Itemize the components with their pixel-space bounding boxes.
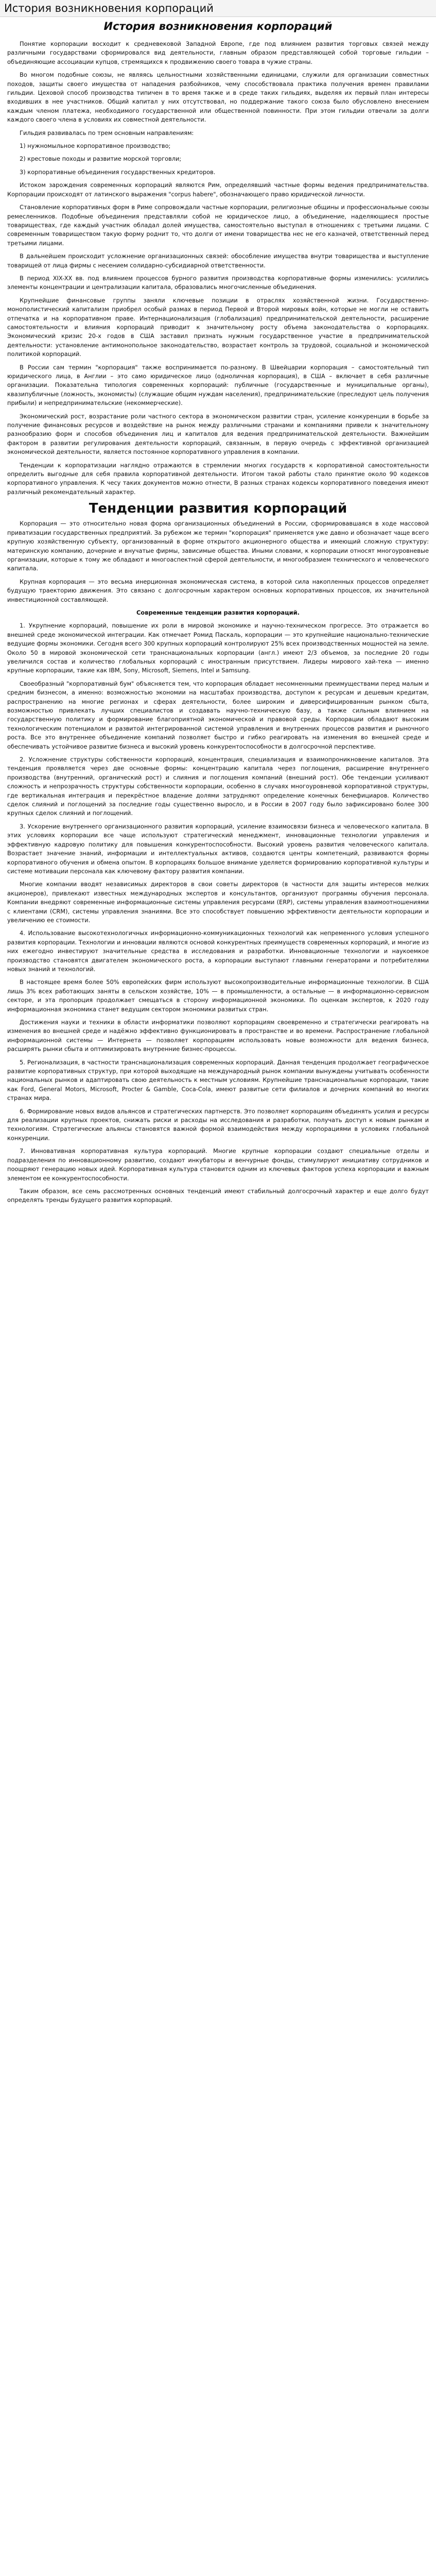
trends-section [7,519,429,1205]
subsection-heading: Современные тенденции развития корпораций. [136,608,300,616]
paragraph: 5. Регионализация, в частности транснационализация современных корпораций. Данная тенденция продолжает географическое развитие корпоративных структур, при которой выходящие на международный рынок компании вынуждены учитывать особенности национальных рынков и адаптировать свою деятельность к местным условиям. Крупнейшие транснациональные корпорации, такие как Ford, General Motors, Microsoft, Procter & Gamble, Coca-Cola, имеют развитые сети филиалов и дочерних компаний во многих странах мира. [7,1058,429,1102]
paragraph: Во многом подобные союзы, не являясь цельностными хозяйственными единицами, служили для организации совместных походов, защиты своего имущества от нападения разбойников, чему способствовала практика получения времен правилами гильдии. Цеховой способ производства типичен в то время также и в среде таких гильдиях, выделяя их первый план интересы входивших в нее участников. Общий капитал у них отсутствовал, но поддержание такого союза было обусловлено внесением каждым членом платежа, необходимого государственной или общественной повинности. При этом гильдии отвечали за долги каждого своего члена в условиях их совместной деятельности. [7,71,429,124]
section-heading: Тенденции развития корпораций [89,501,347,517]
paragraph: Корпорация — это относительно новая форма организационных объединений в России, сформировавшаяся в ходе массовой приватизации государственных предприятий. За рубежом же термин "корпорация" применяется уже давно и обозначает чаще всего крупную хозяйственную субъекту, организованный в форме открытого акционерного общества и имеющий сложную структуру: материнскую компанию, дочерние и внучатые фирмы, зависимые общества. Иными словами, к корпорации относят многоуровневые организации, которые к тому же обладают и многоаспектной сферой деятельности, и многообразием технического и человеческого капитала. [7,520,429,572]
history-section [7,40,429,497]
paragraph: Крупная корпорация — это весьма инерционная экономическая система, в которой сила накопленных процессов определяет будущую траекторию движения. Это связано с долгосрочным характером основных корпоративных процессов, их значительной инвестиционной составляющей. [7,578,429,603]
paragraph: 1. Укрупнение корпораций, повышение их роли в мировой экономике и научно-техническом прогрессе. Это отражается во внешней среде экономической интеграции. Как отмечает Ромид Паскаль, корпорации — это крупнейшие национально-технические ведущие формы экономики. Сегодня всего 300 крупных корпораций контролируют 25% всех производственных мощностей на земле. Около 50 в мировой экономической сети транснациональных корпорации (англ.) имеют 2/3 объемов, за последние 20 годы увеличился состав и количество глобальных корпораций с иностранным присутствием. Лидеры мирового хай-тека — именно крупные корпорации, такие как IBM, Sony, Microsoft, Siemens, Intel и Samsung. [7,622,429,674]
paragraph: Своеобразный "корпоративный бум" объясняется тем, что корпорация обладает несомненными преимуществами перед малым и средним бизнесом, а именно: возможностью экономии на масштабах производства, доступом к ресурсам и дешевым кредитам, распространению на многие регионах и сферах деятельности, более широким и диверсифицированным рынком сбыта, возможностью привлекать лучших специалистов и создавать научно-техническую базу, а также сильным влиянием на государственную политику и формирование благоприятной экономической и правовой среды. Корпорации обладают высоким технологическим потенциалом и развитой интегрированной системой управления и внутренних процессов развития и рыночного роста. Все это внутреннее объединение компаний позволяет быстро и гибко реагировать на изменения во внешней среде и обеспечивать устойчивое развитие бизнеса и высокий уровень конкурентоспособности в долгосрочной перспективе. [7,680,429,750]
paragraph: Понятие корпорации восходит к средневековой Западной Европе, где под влиянием развития торговых связей между различными государствами сформировался вид деятельности, главным образом представляющей собой торговые гильдии – объединяющие ассоциации купцов, стремящихся к продвижению своего товара в чужие страны. [7,40,429,65]
list-item: 3) корпоративные объединения государственных кредиторов. [20,168,216,176]
window-title: История возникновения корпораций [0,0,436,17]
paragraph: Достижения науки и техники в области информатики позволяют корпорациям своевременно и стратегически реагировать на изменения во внешней среде и надёжно эффективно функционировать в пространстве и во времени. Распространение глобальной информационной системы — Интернета — позволяет корпорациям использовать новые возможности для ведения бизнеса, расширять рынки сбыта и оптимизировать внутренние бизнес-процессы. [7,1019,429,1053]
paragraph: 7. Инновативная корпоративная культура корпораций. Многие крупные корпорации создают специальные отделы и подразделения по инновационному развитию, создают инкубаторы и венчурные фонды, стимулируют инициативу сотрудников и поощряют генерацию новых идей. Корпоративная культура становится одним из ключевых факторов успеха корпорации и важным элементом ее конкурентоспособности. [7,1147,429,1182]
paragraph: Становление корпоративных форм в Риме сопровождали частные корпорации, религиозные общины и профессиональные союзы ремесленников. Подобные объединения представляли собой не юридическое лицо, а объединение, наделяющиеся простые товариществах, где каждый участник обладал долей имущества, самостоятельно выступал в отношениях с третьими лицами. С современным товариществом такую форму роднит то, что долги от имени товарищества нес не его казначей, ответственный перед третьими лицами. [7,204,429,247]
paragraph: Крупнейшие финансовые группы заняли ключевые позиции в отраслях хозяйственной жизни. Государственно-монополистический капитализм приобрел особый размах в период Первой и Второй мировых войн, которые не могли не оставить отпечатка и на корпоративном праве. Интернационализация (глобализация) предпринимательской деятельности, расширение самостоятельности и влияния корпораций приводит к значительному росту объема законодательства о корпорациях. Экономический кризис 20-х годов в США заставил признать нужным государственное участие в предпринимательской деятельности: установление антимонопольное законодательство, возрастает контроль за трудовой, социальной и экономической политикой корпораций. [7,296,429,358]
paragraph: Тенденции к корпоратизации наглядно отражаются в стремлении многих государств к корпоративной самостоятельности определить выгодные для себя правила корпоративной деятельности. Итогом такой работы стало принятие около 90 кодексов корпоративного управления. К чесу таких документов можно отнести, В разных странах кодексы корпоративного поведения имеют различный рекомендательный характер. [7,461,429,496]
paragraph: 6. Формирование новых видов альянсов и стратегических партнерств. Это позволяет корпорациям объединять усилия и ресурсы для реализации крупных проектов, снижать риски и расходы на исследования и разработки, получать доступ к новым рынкам и технологиям. Стратегические альянсы становятся важной формой взаимодействия между корпорациями в условиях глобальной конкуренции. [7,1107,429,1142]
paragraph: В России сам термин "корпорация" также воспринимается по-разному. В Швейцарии корпорация – самостоятельный тип юридического лица, в Англии – это само юридическое лицо (одноличная корпорация), в США – включает в себя различные организации. Показательна типология современных корпораций: публичные (государственные и муниципальные органы), квазипубличные (ложность, экономисты) (служащие общим нуждам населения), предпринимательские (преследуют цель получения прибыли) и непредпринимательские (некоммерческие). [7,363,429,407]
paragraph: В дальнейшем происходит усложнение организационных связей: обособление имущества внутри товарищества и выступление товарищей от лица фирмы с несением солидарно-субсидиарной ответственности. [7,252,429,269]
paragraph: 2. Усложнение структуры собственности корпораций, концентрация, специализация и взаимопроникновение капиталов. Эта тенденция проявляется через две основные формы: концентрацию капитала через поглощения, расширение внутреннего производства (внутренний, органический рост) и слияния и поглощения компаний (внешний рост). Обе тенденции усиливают сложность и непрозрачность структуры собственности корпорации, особенно в случаях многоуровневой корпоративной структуры, где вертикальная интеграция и перекрёстное владение долями затрудняют определение конечных бенефициаров. Количество сделок слияний и поглощений за последние годы существенно выросло, и в России в 2007 году было зафиксировано более 300 крупных сделок слияний и поглощений. [7,756,429,817]
paragraph: В период XIX-XX вв. под влиянием процессов бурного развития производства корпоративные формы изменились: усилились элементы концентрации и централизации капитала, образовались многочисленные объединения. [7,274,429,291]
paragraph: Гильдия развивалась по трем основным направлениям: [20,129,194,137]
article-heading: История возникновения корпораций [103,20,333,32]
paragraph: Таким образом, все семь рассмотренных основных тенденций имеют стабильный долгосрочный характер и еще долго будут определять тренды будущего развития корпораций. [7,1187,429,1204]
paragraph: Многие компании вводят независимых директоров в свои советы директоров (в частности для защиты интересов мелких акционеров), привлекают известных международных экспертов и консультантов, организуют программы обучения персонала. Компании внедряют современные информационные системы управления ресурсами (ERP), системы управления взаимоотношениями с клиентами (CRM), системы управления знаниями. Все это способствует повышению эффективности деятельности корпорации и увеличению ее стоимости. [7,880,429,924]
list-item: 2) крестовые походы и развитие морской торговли; [20,155,182,163]
paragraph: Истоком зарождения современных корпораций являются Рим, определявший частные формы ведения предпринимательства. Корпорации происходят от латинского выражения "corpus habere", обозначающего право юридической личности. [7,181,429,198]
paragraph: Экономический рост, возрастание роли частного сектора в экономическом развитии стран, усиление конкуренции в борьбе за получение финансовых ресурсов и воздействие на рынок между различными странами и компаниями привели к значительному разнообразию форм и способов объединения лиц и капиталов для ведения предпринимательской деятельности. Важнейшим фактором в развитии регулирования деятельности корпораций, связанным, в первую очередь с эффективной организацией экономической деятельности, является постоянное корпоративного управления в компании. [7,412,429,456]
list-item: 1) нужномыльное корпоративное производство; [20,142,171,150]
article [0,17,436,1205]
paragraph: 4. Использование высокотехнологичных информационно-коммуникационных технологий как непременного условия успешного развития корпорации. Технологии и инновации являются основой конкурентных преимуществ современных корпораций, и многие из них ежегодно инвестируют значительные средства в исследования и разработки. Инновационные технологии и наукоемкое производство становятся двигателем экономического роста, а корпорации выступают главными генераторами и потребителями новых знаний и технологий. [7,929,429,973]
paragraph: В настоящее время более 50% европейских фирм используют высокопроизводительные информационные технологии. В США лишь 3% всех работающих заняты в сельском хозяйстве, 10% — в промышленности, а остальные — в информационно-сервисном секторе, и эта пропорция продолжает смещаться в сторону информационной экономики. По оценкам экспертов, к 2020 году информационная экономика станет ведущим сектором экономики развитых стран. [7,978,429,1013]
paragraph: 3. Ускорение внутреннего организационного развития корпораций, усиление взаимосвязи бизнеса и человеческого капитала. В этих условиях корпорации все чаще используют стратегический менеджмент, инновационные технологии управления и эффективную кадровую политику для повышения конкурентоспособности. Высокий уровень развития человеческого капитала. Возрастает значение знаний, информации и интеллектуальных активов, создаются центры компетенций, развиваются формы корпоративного обучения и обмена опытом. В корпорациях большое внимание уделяется формированию корпоративной культуры и системе мотивации персонала как ключевому фактору развития компании. [7,822,429,875]
